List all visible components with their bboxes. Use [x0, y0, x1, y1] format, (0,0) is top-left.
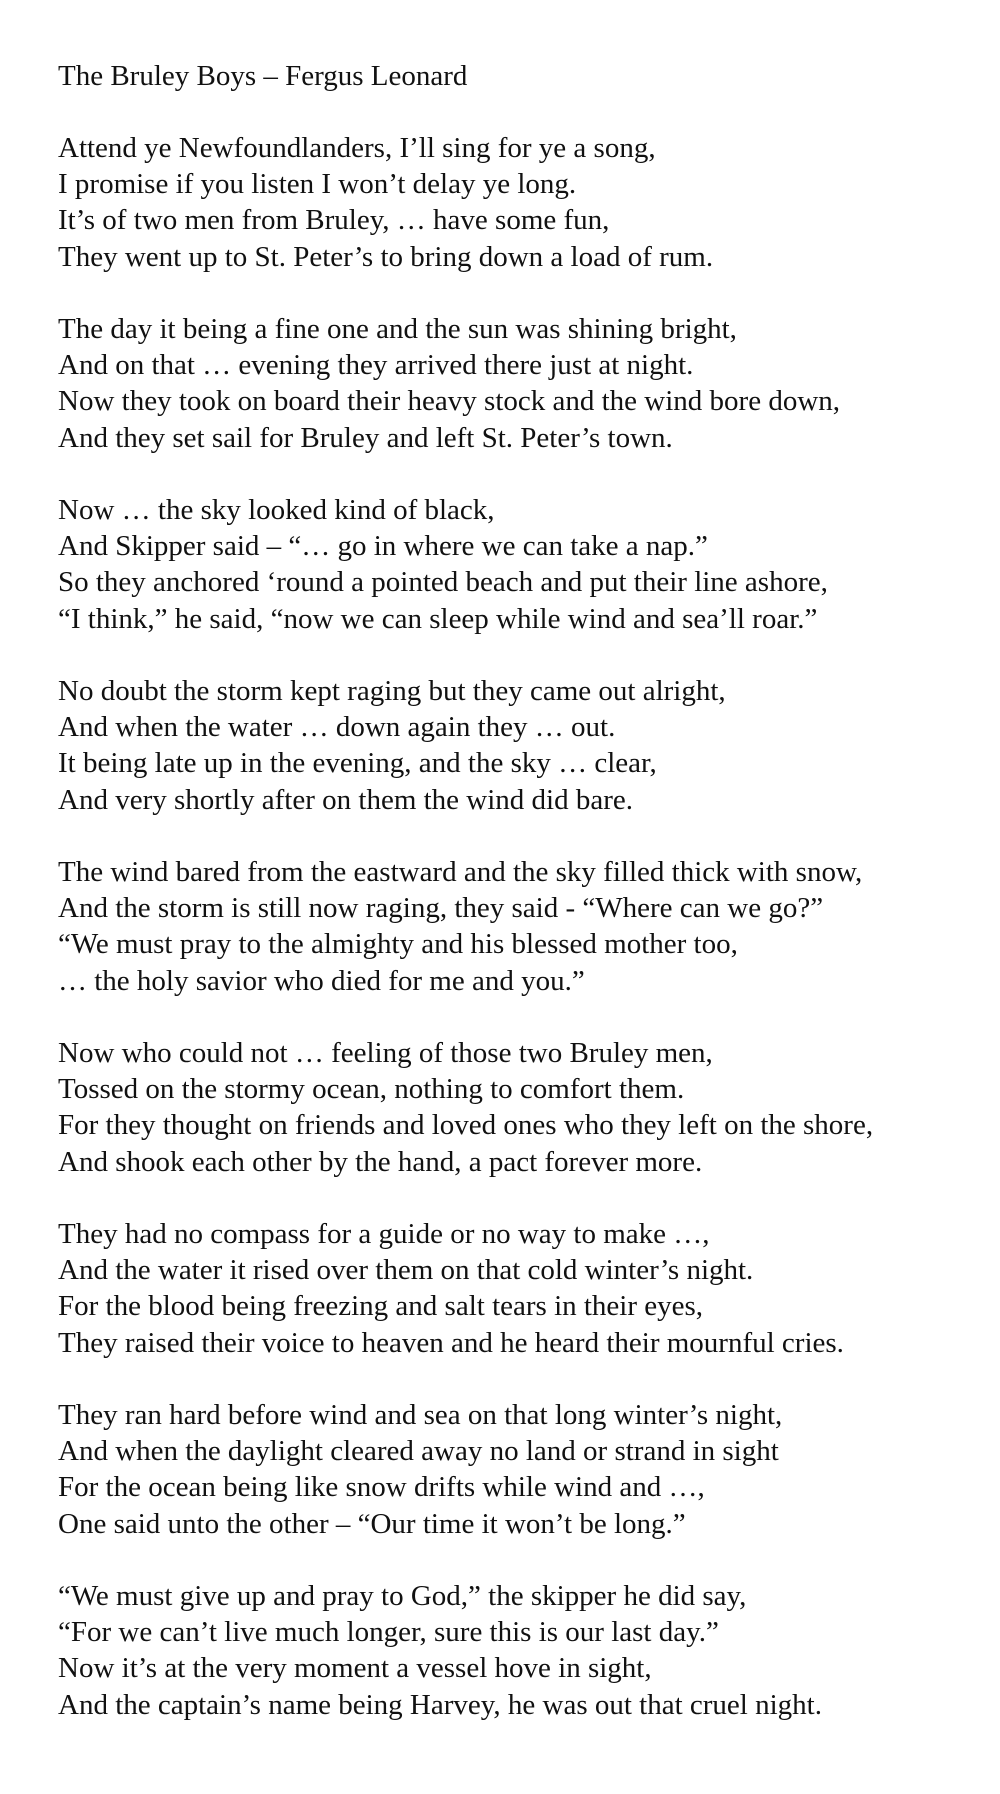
verse-line: It’s of two men from Bruley, … have some fun, — [58, 204, 610, 237]
verse-line: “We must give up and pray to God,” the skipper he did say, — [58, 1580, 747, 1612]
verse-line: And when the daylight cleared away no land or strand in sight — [58, 1435, 779, 1468]
verse-line: “We must pray to the almighty and his blessed mother too, — [58, 928, 738, 961]
verse-line: I promise if you listen I won’t delay ye long. — [58, 168, 577, 201]
stanza-1 — [58, 130, 988, 275]
verse-line: For the blood being freezing and salt tears in their eyes, — [58, 1290, 704, 1323]
verse-line: They raised their voice to heaven and he heard their mournful cries. — [58, 1326, 844, 1359]
verse-line: “For we can’t live much longer, sure this is our last day.” — [58, 1616, 719, 1649]
verse-line: They ran hard before wind and sea on that long winter’s night, — [58, 1399, 783, 1431]
verse-line: For they thought on friends and loved ones who they left on the shore, — [58, 1109, 874, 1142]
stanza-2 — [58, 311, 988, 456]
verse-line: And shook each other by the hand, a pact forever more. — [58, 1145, 703, 1178]
verse-line: And very shortly after on them the wind did bare. — [58, 783, 634, 816]
verse-line: Attend ye Newfoundlanders, I’ll sing for ye a song, — [58, 132, 656, 164]
verse-line: Now they took on board their heavy stock and the wind bore down, — [58, 385, 841, 418]
verse-line: The wind bared from the eastward and the sky filled thick with snow, — [58, 856, 863, 888]
verse-line: And the storm is still now raging, they said - “Where can we go?” — [58, 892, 824, 925]
verse-line: “I think,” he said, “now we can sleep while wind and sea’ll roar.” — [58, 602, 818, 635]
verse-line: No doubt the storm kept raging but they came out alright, — [58, 675, 726, 707]
document-page — [58, 58, 988, 1759]
verse-line: And the water it rised over them on that cold winter’s night. — [58, 1254, 754, 1287]
verse-line: They had no compass for a guide or no way to make …, — [58, 1218, 710, 1250]
verse-line: One said unto the other – “Our time it won’t be long.” — [58, 1507, 686, 1540]
verse-line: And when the water … down again they … out. — [58, 711, 616, 744]
stanza-4 — [58, 673, 988, 818]
stanza-8 — [58, 1397, 988, 1542]
song-title: The Bruley Boys – Fergus Leonard — [58, 60, 468, 92]
stanza-6 — [58, 1035, 988, 1180]
verse-line: And they set sail for Bruley and left St. Peter’s town. — [58, 421, 673, 454]
verse-line: And Skipper said – “… go in where we can take a nap.” — [58, 530, 708, 563]
verse-line: They went up to St. Peter’s to bring down a load of rum. — [58, 240, 714, 273]
verse-line: For the ocean being like snow drifts while wind and …, — [58, 1471, 705, 1504]
verse-line: The day it being a fine one and the sun was shining bright, — [58, 313, 737, 345]
stanza-9 — [58, 1578, 988, 1723]
verse-line: It being late up in the evening, and the sky … clear, — [58, 747, 657, 780]
verse-line: And the captain’s name being Harvey, he was out that cruel night. — [58, 1688, 822, 1721]
stanza-7 — [58, 1216, 988, 1361]
verse-line: … the holy savior who died for me and you.” — [58, 964, 585, 997]
verse-line: And on that … evening they arrived there just at night. — [58, 349, 694, 382]
verse-line: Tossed on the stormy ocean, nothing to comfort them. — [58, 1073, 685, 1106]
verse-line: Now who could not … feeling of those two Bruley men, — [58, 1037, 713, 1069]
verse-line: So they anchored ‘round a pointed beach and put their line ashore, — [58, 566, 828, 599]
verse-line: Now it’s at the very moment a vessel hove in sight, — [58, 1652, 652, 1685]
verse-line: Now … the sky looked kind of black, — [58, 494, 495, 526]
stanza-5 — [58, 854, 988, 999]
stanza-3 — [58, 492, 988, 637]
